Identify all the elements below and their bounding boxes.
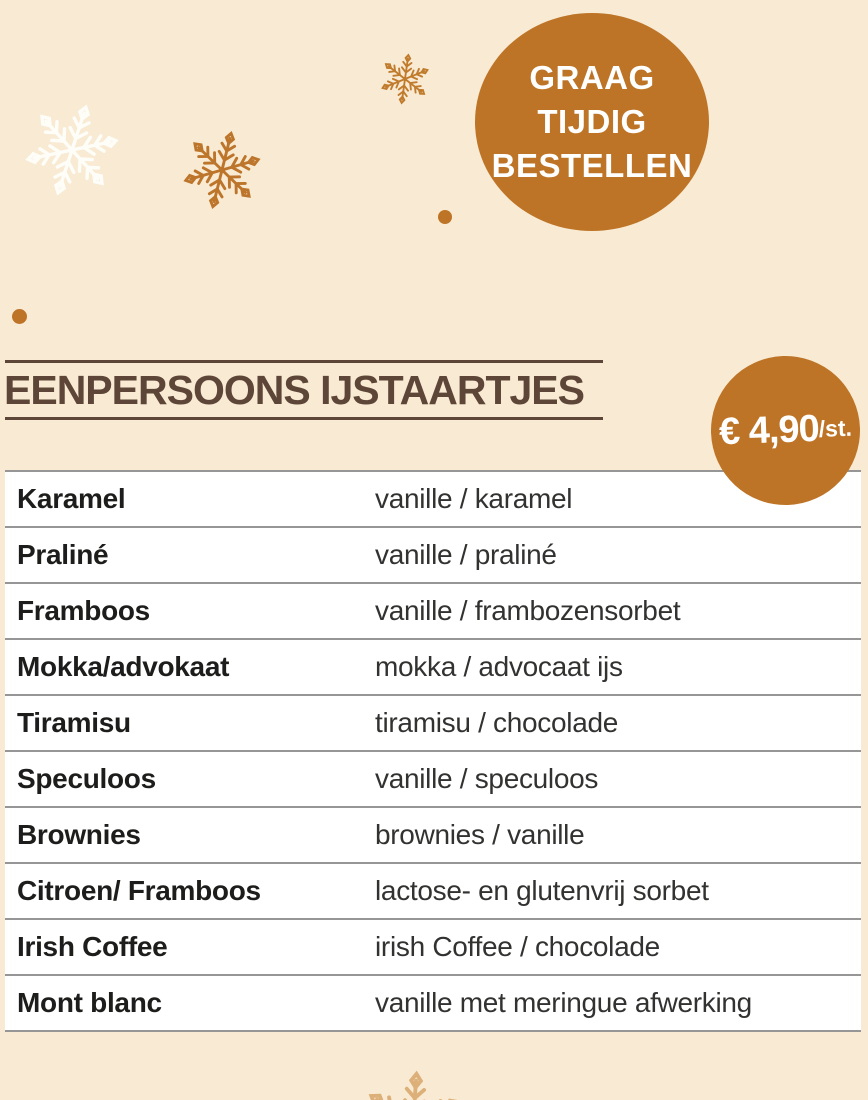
menu-item-description: vanille / frambozensorbet: [375, 595, 681, 626]
menu-item-description: tiramisu / chocolade: [375, 707, 619, 738]
menu-item-description: vanille met meringue afwerking: [375, 987, 752, 1018]
menu-item-name: Praliné: [17, 539, 109, 570]
page-title: EENPERSOONS IJSTAARTJES: [4, 367, 584, 413]
menu-row: [5, 640, 861, 696]
price-unit: /st.: [818, 414, 853, 442]
menu-item-name: Karamel: [17, 483, 126, 514]
menu-item-name: Mont blanc: [17, 987, 162, 1018]
menu-item-name: Mokka/advokaat: [17, 651, 230, 682]
heading-rule-bottom: [5, 417, 603, 420]
menu-row: [5, 864, 861, 920]
snowflake-icon: [353, 1064, 473, 1100]
menu-item-description: lactose- en glutenvrij sorbet: [375, 875, 709, 906]
menu-item-description: vanille / praliné: [375, 539, 557, 570]
dot-decoration: [12, 309, 27, 324]
menu-row: [5, 976, 861, 1032]
menu-row: [5, 528, 861, 584]
snowflake-icon: [375, 49, 436, 110]
menu-item-description: mokka / advocaat ijs: [375, 651, 623, 682]
dot-decoration: [438, 210, 452, 224]
snowflake-icon: [9, 87, 135, 213]
menu-item-name: Brownies: [17, 819, 141, 850]
heading-rule-top: [5, 360, 603, 363]
menu-item-description: brownies / vanille: [375, 819, 585, 850]
order-badge-line: GRAAG: [529, 59, 655, 96]
menu-row: [5, 808, 861, 864]
order-badge-line: TIJDIG: [537, 103, 647, 140]
menu-row: [5, 584, 861, 640]
menu-row: [5, 752, 861, 808]
menu-item-name: Citroen/ Framboos: [17, 875, 261, 906]
price-amount: € 4,90: [718, 407, 820, 454]
menu-item-name: Speculoos: [17, 763, 156, 794]
menu-table: [5, 470, 861, 1032]
menu-item-description: irish Coffee / chocolade: [375, 931, 660, 962]
order-early-badge: [475, 13, 709, 231]
menu-item-name: Framboos: [17, 595, 150, 626]
snowflake-icon: [171, 119, 273, 221]
menu-item-description: vanille / karamel: [375, 483, 573, 514]
menu-item-description: vanille / speculoos: [375, 763, 599, 794]
menu-row: [5, 920, 861, 976]
order-badge-line: BESTELLEN: [491, 147, 693, 184]
menu-item-name: Tiramisu: [17, 707, 131, 738]
menu-item-name: Irish Coffee: [17, 931, 168, 962]
menu-row: [5, 696, 861, 752]
